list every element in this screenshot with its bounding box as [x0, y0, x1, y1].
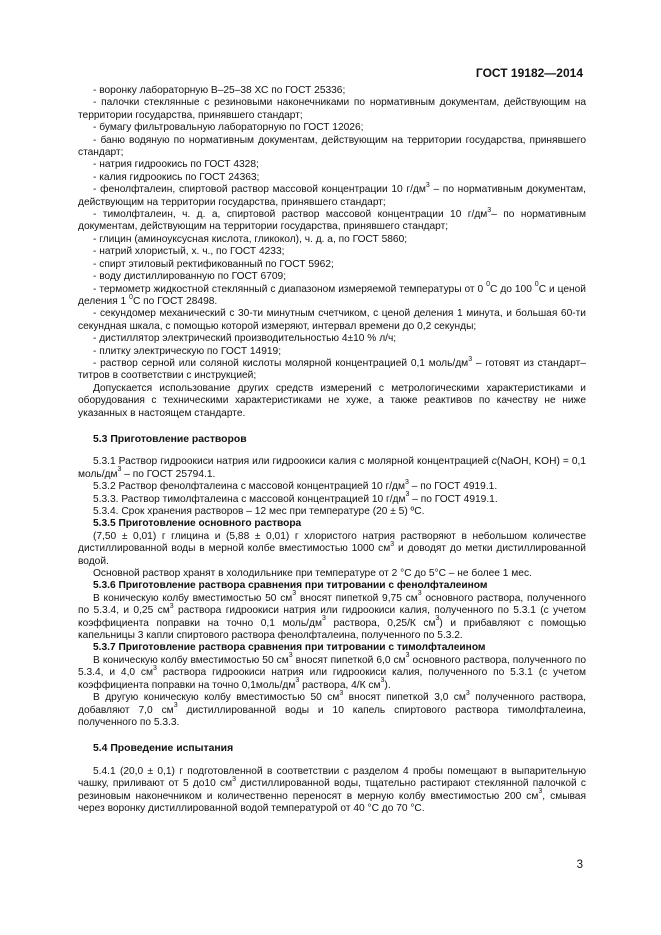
list-item: - секундомер механический с 30-ти минутным счетчиком, с ценой деления 1 минута, и большая 60-ти секундная шкала, с помощью которой измеряют, интервал времени до 0,2 секунды; [78, 308, 586, 332]
document-body [78, 85, 586, 815]
paragraph-5-3-4: 5.3.4. Срок хранения растворов – 12 мес при температуре (20 ± 5) ºС. [93, 506, 425, 517]
list-item: - бумагу фильтровальную лабораторную по ГОСТ 12026; [93, 122, 364, 134]
list-item: - дистиллятор электрический производительностью 4±10 % л/ч; [93, 333, 397, 345]
list-item: - воронку лабораторную В–25–38 ХС по ГОСТ 25336; [93, 85, 346, 96]
list-item: - натрия гидроокись по ГОСТ 4328; [93, 159, 259, 171]
list-item: - плитку электрическую по ГОСТ 14919; [93, 345, 282, 357]
paragraph-5-3-5-storage: Основной раствор хранят в холодильнике при температуре от 2 °С до 5°С – не более 1 мес. [93, 568, 532, 580]
list-item: - натрий хлористый, х. ч., по ГОСТ 4233; [93, 246, 285, 258]
paragraph-5-3-7-second-flask: В другую коническую колбу вместимостью 50 $см^3$ вносят пипеткой 3,0 $см^3$ полученного раствора, добавляют 7,0 $см^3$ дистиллированной воды и 10 капель спиртового раствора тимолфталеина, полученного по 5.3.3. [78, 689, 586, 728]
list-item-phenolphthalein: - фенолфталеин, спиртовой раствор массовой концентрации 10 $г/дм^3$ – по нормативным документам, действующим на территории государства, принявшего стандарт; [78, 181, 586, 208]
paragraph-5-3-1: 5.3.1 Раствор гидроокиси натрия или гидроокиси калия с молярной концентрацией с(NaOH, KOH) = 0,1 моль/$дм^3$ – по ГОСТ 25794.1. [78, 456, 586, 480]
paragraph-5-3-3: 5.3.3. Раствор тимолфталеина с массовой концентрацией 10 $г/дм^3$ – по ГОСТ 4919.1. [93, 491, 498, 505]
list-item-thermometer: - термометр жидкостной стеклянный с диапазоном измеряемой температуры от 0 $^0$С до 100 $^0$С и ценой деления 1 $^0$С по ГОСТ 28498. [78, 281, 586, 307]
subsection-heading-5-3-5: 5.3.5 Приготовление основного раствора [93, 518, 302, 530]
list-item: - воду дистиллированную по ГОСТ 6709; [93, 271, 287, 283]
subsection-heading-5-3-7: 5.3.7 Приготовление раствора сравнения при титровании с тимолфталеином [93, 642, 486, 654]
list-item-acid: - раствор серной или соляной кислоты молярной концентрацией 0,1 моль/$дм^3$ – готовят из стандарт–титров в соответствии с инструкцией; [78, 355, 586, 382]
list-item: - спирт этиловый ректификованный по ГОСТ 5962; [93, 258, 334, 270]
paragraph-5-3-7: В коническую колбу вместимостью 50 $см^3$ вносят пипеткой 6,0 $см^3$ основного раствора, полученного по 5.3.4, и 4,0 $см^3$ раствора гидроокиси натрия или гидроокиси калия, полученного по 5.3.1 (с учетом коэффициента поправки на точно $0,1моль/дм^3$ раствора, 4/К $см^3$). [78, 652, 586, 691]
list-item: - баню водяную по нормативным документам, действующим на территории государства, принявшего стандарт; [78, 134, 586, 159]
subsection-heading-5-3-6: 5.3.6 Приготовление раствора сравнения при титровании с фенолфталеином [93, 580, 488, 592]
section-heading-5-3: 5.3 Приготовление растворов [93, 433, 247, 445]
list-item: - палочки стеклянные с резиновыми наконечниками по нормативным документам, действующим на территории государства, принявшего стандарт; [78, 97, 586, 121]
section-heading-5-4: 5.4 Проведение испытания [93, 743, 234, 755]
list-item: - глицин (аминоуксусная кислота, гликокол), ч. д. а, по ГОСТ 5860; [93, 233, 408, 245]
page-number: 3 [576, 859, 583, 871]
paragraph-5-3-2: 5.3.2 Раствор фенолфталеина с массовой концентрацией 10 $г/дм^3$ – по ГОСТ 4919.1. [93, 478, 498, 493]
list-item: - калия гидроокись по ГОСТ 24363; [93, 171, 260, 183]
paragraph-allowed-instruments: Допускается использование других средств измерений с метрологическими характеристиками и оборудования с техническими характеристиками не хуже, а также реактивов по качеству не ниже указанных в настоящем стандарте. [78, 382, 586, 419]
paragraph-5-3-5: (7,50 ± 0,01) г глицина и (5,88 ± 0,01) г хлористого натрия растворяют в небольшом количестве дистиллированной воды в мерной колбе вместимостью 1000 $см^3$ и доводят до метки дистиллированной водой. [78, 530, 586, 567]
paragraph-5-3-6: В коническую колбу вместимостью 50 $см^3$ вносят пипеткой 9,75 $см^3$ основного раствора, полученного по 5.3.4, и 0,25 $см^3$ раствора гидроокиси натрия или гидроокиси калия, полученного по 5.3.1 (с учетом коэффициента поправки на точно 0,1 моль/$дм^3$ раствора, 0,25/К $см^3$) и прибавляют с помощью капельницы 3 капли спиртового раствора фенолфталеина, полученного по 5.3.2. [78, 590, 587, 642]
paragraph-5-4-1: 5.4.1 (20,0 ± 0,1) г подготовленной в соответствии с разделом 4 пробы помещают в выпарительную чашку, приливают от 5 до10 $см^3$ дистиллированной воды, тщательно растирают стеклянной палочкой с резиновым наконечником и количественно переносят в мерную колбу вместимостью 200 $см^3$, смывая через воронку дистиллированной водой температурой от 40 °С до 70 °С. [78, 765, 587, 814]
standard-code-header: ГОСТ 19182—2014 [475, 66, 583, 80]
list-item-thymolphthalein: - тимолфталеин, ч. д. а, спиртовой раствор массовой концентрации 10 $г/дм^3-$ по нормативным документам, действующим на территории государства, принявшего стандарт; [78, 206, 586, 233]
